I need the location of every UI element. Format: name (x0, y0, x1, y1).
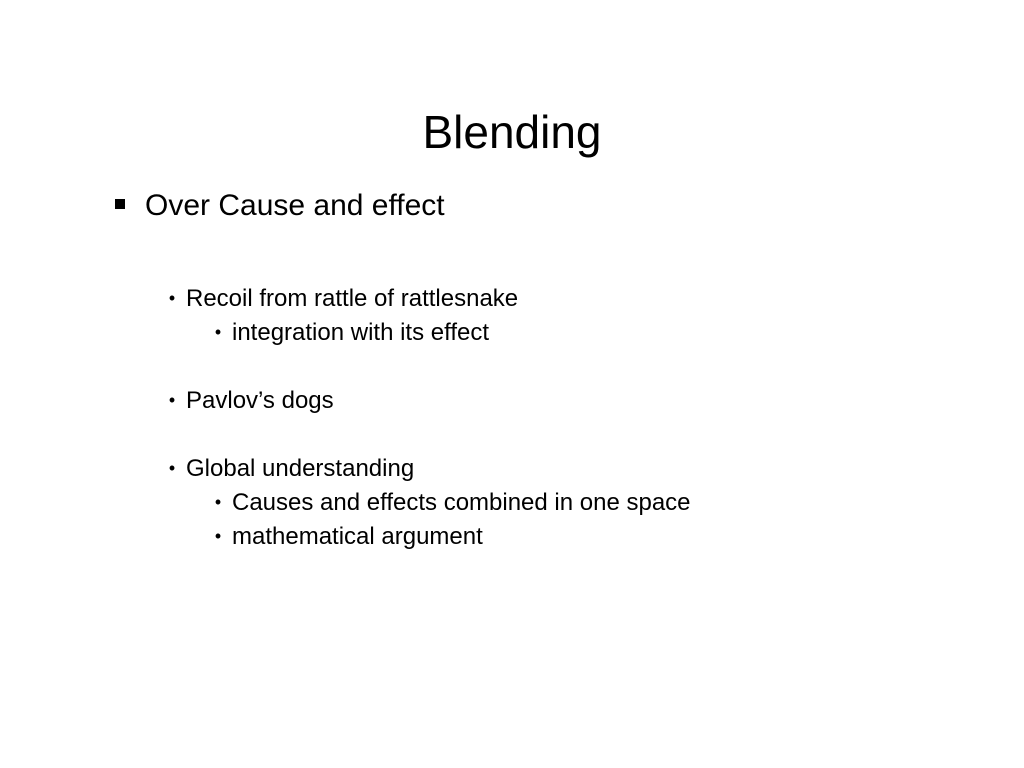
square-bullet-icon (115, 199, 125, 209)
list-item-text: Global understanding (186, 455, 415, 482)
list-item (168, 452, 414, 487)
slide-title: Blending (422, 106, 602, 158)
sub-list-item (214, 520, 483, 555)
list-item (168, 384, 334, 419)
list-item-text: Recoil from rattle of rattlesnake (186, 285, 519, 312)
sub-list-item-text: mathematical argument (232, 523, 483, 550)
level1-bullet-text: Over Cause and effect (145, 189, 445, 222)
level1-bullet-item (115, 186, 445, 226)
sub-list-item-text: integration with its effect (232, 319, 490, 346)
bullet-dot-icon: • (168, 458, 176, 478)
bullet-dot-icon: • (168, 288, 176, 308)
bullet-dot-icon: • (168, 390, 176, 410)
sub-list-item (214, 316, 489, 351)
sub-list-item-text: Causes and effects combined in one space (232, 489, 691, 516)
list-item (168, 282, 518, 317)
bullet-dot-icon: • (214, 526, 222, 546)
bullet-dot-icon: • (214, 322, 222, 342)
sub-list-item (214, 486, 691, 521)
list-item-text: Pavlov’s dogs (186, 387, 334, 414)
bullet-dot-icon: • (214, 492, 222, 512)
